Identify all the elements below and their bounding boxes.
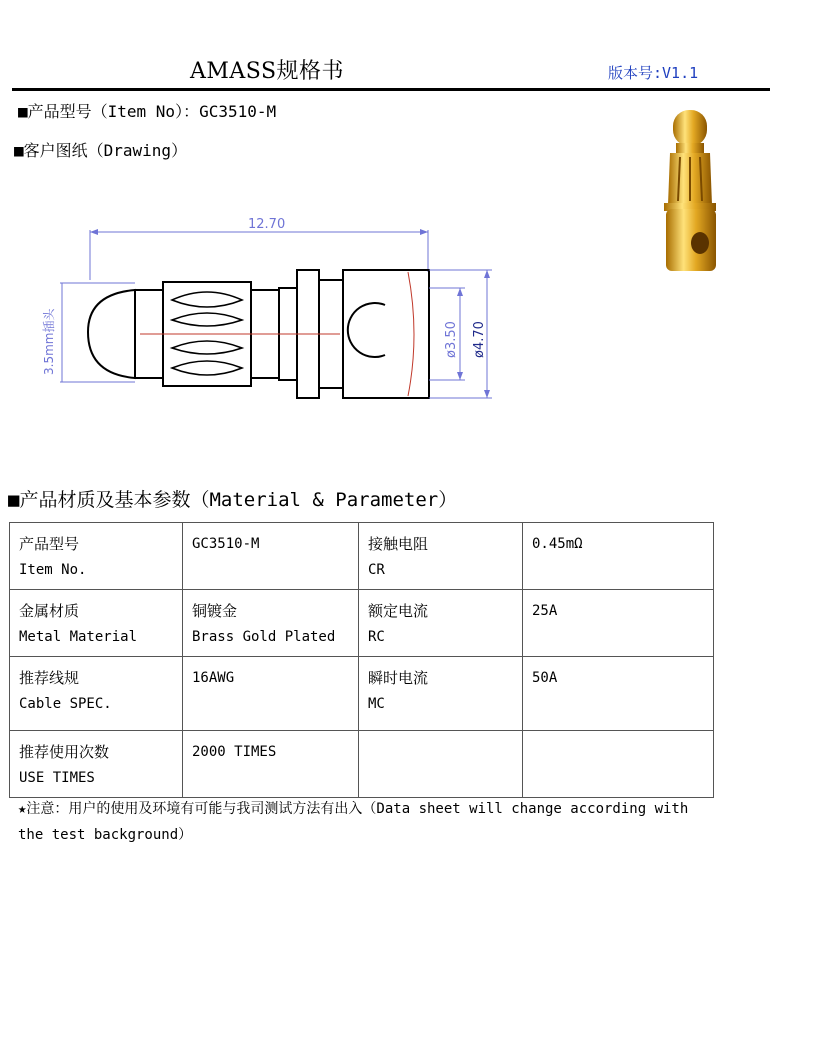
item-number-line: ■产品型号（Item No）：GC3510-M <box>18 102 277 121</box>
technical-drawing <box>40 210 510 410</box>
dim-inner-label: ø3.50 <box>444 321 459 358</box>
disclaimer-note: ★注意：用户的使用及环境有可能与我司测试方法有出入（Data sheet will change according with the test background） <box>18 801 689 843</box>
product-photo <box>640 105 740 275</box>
table-row <box>10 590 714 657</box>
table-cell: 0.45mΩ <box>523 523 714 590</box>
table-cell <box>523 731 714 798</box>
table-cell: 产品型号 Item No. <box>10 523 183 590</box>
table-row <box>10 523 714 590</box>
table-cell: GC3510-M <box>183 523 359 590</box>
table-cell: 50A <box>523 657 714 731</box>
title-underline <box>12 88 770 91</box>
table-cell: 2000 TIMES <box>183 731 359 798</box>
table-cell: 推荐线规 Cable SPEC. <box>10 657 183 731</box>
dim-length-label: 12.70 <box>248 217 286 232</box>
table-cell: 16AWG <box>183 657 359 731</box>
document-title: AMASS规格书 <box>190 59 345 84</box>
drawing-heading: ■客户图纸（Drawing） <box>14 141 188 160</box>
table-row <box>10 657 714 731</box>
table-cell: 金属材质 Metal Material <box>10 590 183 657</box>
spec-table <box>9 522 714 798</box>
table-cell: 额定电流 RC <box>359 590 523 657</box>
table-cell: 25A <box>523 590 714 657</box>
table-cell <box>359 731 523 798</box>
table-cell: 瞬时电流 MC <box>359 657 523 731</box>
table-cell: 铜镀金 Brass Gold Plated <box>183 590 359 657</box>
dim-outer-label: ø4.70 <box>472 321 487 358</box>
dim-plug-label: 3.5mm插头 <box>42 308 56 375</box>
table-cell: 推荐使用次数 USE TIMES <box>10 731 183 798</box>
material-heading: ■产品材质及基本参数（Material & Parameter） <box>8 489 458 511</box>
version-label: 版本号:V1.1 <box>608 64 699 82</box>
table-cell: 接触电阻 CR <box>359 523 523 590</box>
table-row <box>10 731 714 798</box>
